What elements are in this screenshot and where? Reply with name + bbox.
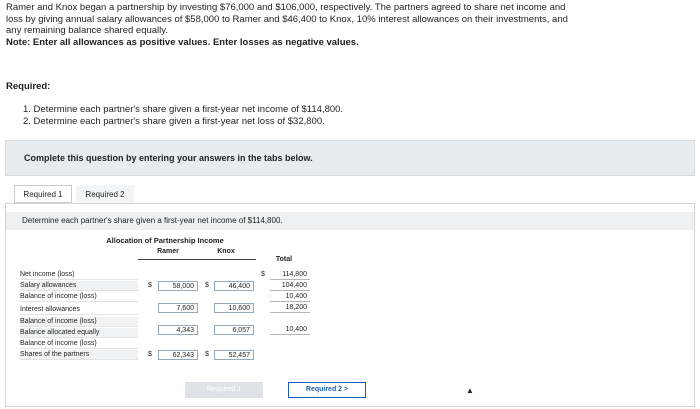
row-label-salary: Salary allowances xyxy=(20,281,138,291)
row-label-balance-1: Balance of income (loss) xyxy=(20,292,138,302)
row-label-shares: Shares of the partners xyxy=(20,350,138,360)
row-label-interest: Interest allowances xyxy=(20,305,138,315)
total-interest: 18,200 xyxy=(270,303,310,313)
problem-note: Note: Enter all allowances as positive values. Enter losses as negative values. xyxy=(6,36,359,48)
header-knox: Knox xyxy=(217,248,235,255)
ramer-salary-input[interactable]: 58,000 xyxy=(158,281,198,291)
required-item-2: 2. Determine each partner's share given a first-year net loss of $32,800. xyxy=(23,115,325,127)
ramer-shares-dollar: $ xyxy=(148,351,152,358)
knox-equal-input[interactable]: 6,057 xyxy=(214,325,254,335)
header-underline xyxy=(138,259,256,260)
knox-salary-input[interactable]: 46,400 xyxy=(214,281,254,291)
ramer-shares-input[interactable]: 62,343 xyxy=(158,350,198,360)
ramer-equal-input[interactable]: 4,343 xyxy=(158,325,198,335)
header-total: Total xyxy=(275,256,293,263)
panel-instruction: Determine each partner's share given a first-year net income of $114,800. xyxy=(6,212,694,230)
ramer-salary-dollar: $ xyxy=(148,282,152,289)
knox-interest-input[interactable]: 10,600 xyxy=(214,303,254,313)
problem-line-2: loss by giving annual salary allowances of $58,000 to Ramer and $46,400 to Knox, 10% interest allowances on their investments, and xyxy=(6,13,568,25)
required-item-1: 1. Determine each partner's share given a first-year net income of $114,800. xyxy=(23,104,344,115)
answer-panel xyxy=(5,203,695,407)
row-label-allocated-equally: Balance allocated equally xyxy=(20,328,138,338)
prev-required-button[interactable]: Required 1 xyxy=(185,382,263,398)
problem-line-3: any remaining balance shared equally. xyxy=(6,25,168,36)
row-label-net-income: Net income (loss) xyxy=(20,270,138,280)
tab-required-2[interactable]: Required 2 xyxy=(76,185,134,203)
knox-shares-dollar: $ xyxy=(205,351,209,358)
allocation-table-title: Allocation of Partnership Income xyxy=(106,236,224,245)
row-label-balance-2: Balance of income (loss) xyxy=(20,317,138,327)
total-net-income: 114,800 xyxy=(270,270,310,280)
mouse-cursor-icon: ▲ xyxy=(466,386,474,395)
instruction-band xyxy=(5,140,695,176)
problem-line-1: Ramer and Knox began a partnership by investing $76,000 and $106,000, respectively. The partners agreed to share net income and xyxy=(6,2,566,13)
total-allocated-equally: 10,400 xyxy=(270,325,310,335)
next-required-button[interactable]: Required 2 > xyxy=(288,382,366,398)
instruction-text: Complete this question by entering your answers in the tabs below. xyxy=(24,153,313,163)
tab-required-1[interactable]: Required 1 xyxy=(14,185,72,203)
allocation-table xyxy=(20,236,310,384)
problem-statement xyxy=(6,2,606,48)
required-title: Required: xyxy=(6,81,51,92)
knox-shares-input[interactable]: 52,457 xyxy=(214,350,254,360)
row-label-balance-3: Balance of income (loss) xyxy=(20,339,138,349)
total-salary: 104,400 xyxy=(270,281,310,291)
required-list xyxy=(23,104,343,127)
ramer-interest-input[interactable]: 7,600 xyxy=(158,303,198,313)
total-balance-1: 10,400 xyxy=(270,292,310,302)
knox-salary-dollar: $ xyxy=(205,282,209,289)
total-dollar-sign: $ xyxy=(261,271,265,278)
header-ramer: Ramer xyxy=(157,248,179,255)
